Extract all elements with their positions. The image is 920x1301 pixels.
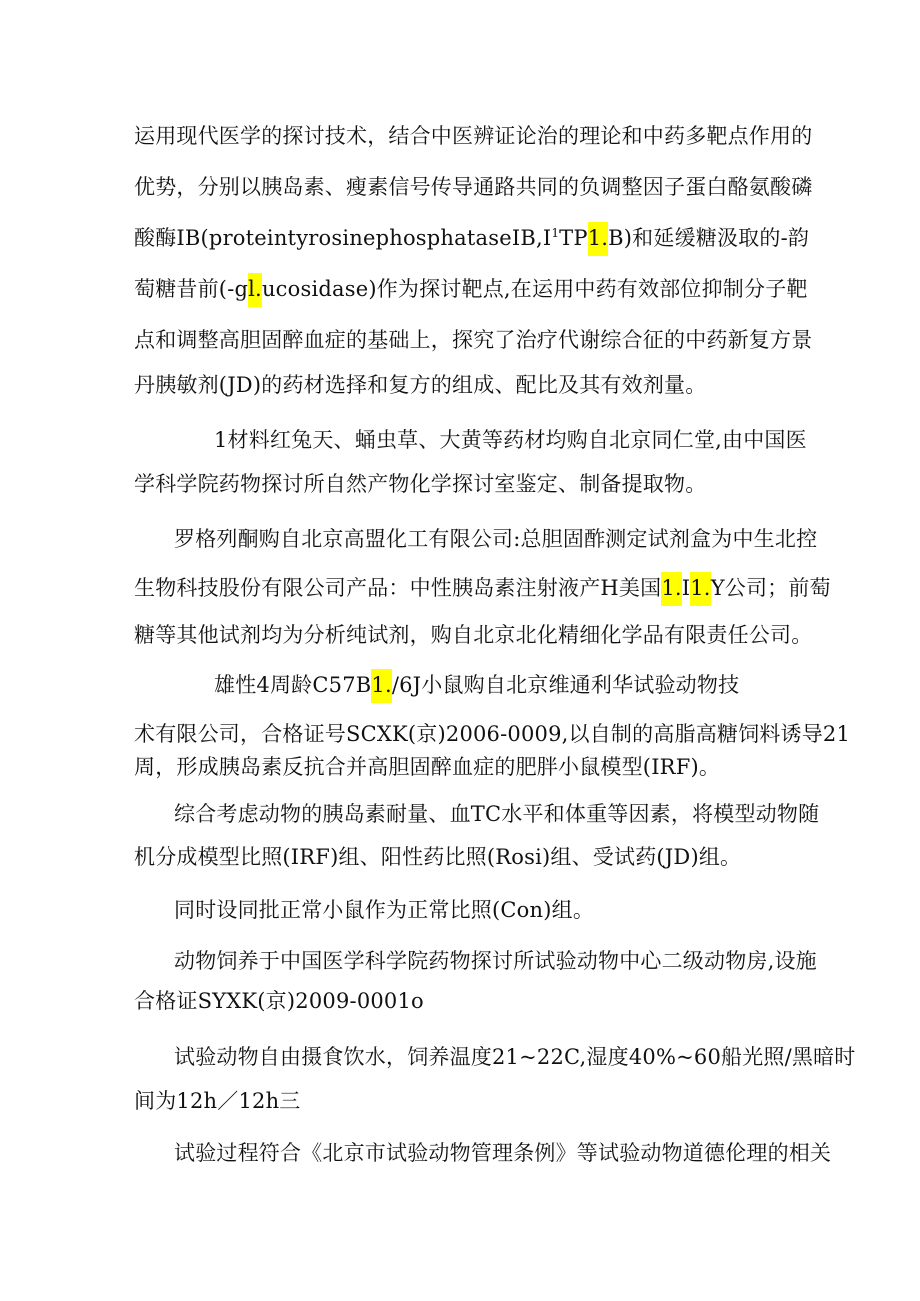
text-line: 学科学院药物探讨所自然产物化学探讨室鉴定、制备提取物。 [134,472,707,496]
text-line: 糖等其他试剂均为分析纯试剂，购自北京北化精细化学品有限责任公司。 [134,623,813,647]
text-span: ucosidase)作为探讨靶点,在运用中药有效部位抑制分子靶 [261,277,808,301]
text-line: 试验动物自由摄食饮水，饲养温度21~22C,湿度40%~60船光照/黑暗时 [174,1045,856,1069]
text-line: 机分成模型比照(IRF)组、阳性药比照(Rosi)组、受试药(JD)组。 [134,845,742,869]
text-line [134,274,808,304]
text-line [134,223,809,253]
text-line: 周，形成胰岛素反抗合并高胆固醉血症的肥胖小鼠模型(IRF)。 [134,755,721,779]
text-line: 1材料红兔天、蛹虫草、大黄等药材均购自北京同仁堂,由中国医 [214,428,807,452]
highlighted-text: l. [248,273,262,307]
highlighted-text: 1. [588,222,608,256]
text-line [134,573,831,603]
text-line: 优势，分别以胰岛素、瘦素信号传导通路共同的负调整因子蛋白酪氨酸磷 [134,175,813,199]
text-span: 雄性4周龄C57B [214,673,372,697]
text-line: 运用现代医学的探讨技术，结合中医辨证论治的理论和中药多靶点作用的 [134,124,813,148]
text-line: 丹胰敏剂(JD)的药材选择和复方的组成、配比及其有效剂量。 [134,373,707,397]
superscript: 1 [551,226,560,240]
text-line: 合格证SYXK(京)2009-0001o [134,989,424,1013]
text-span: 萄糖昔前(-g [134,277,249,301]
text-span: Y公司；前萄 [710,576,831,600]
text-line: 同时设同批正常小鼠作为正常比照(Con)组。 [174,898,595,922]
text-span: 生物科技股份有限公司产品：中性胰岛素注射液产H美国 [134,576,662,600]
text-span: /6J小鼠购自北京维通利华试验动物技 [391,673,740,697]
text-line: 点和调整高胆固醉血症的基础上，探究了治疗代谢综合征的中药新复方景 [134,328,813,352]
text-line: 综合考虑动物的胰岛素耐量、血TC水平和体重等因素，将模型动物随 [174,802,820,826]
highlighted-text: 1. [371,669,391,703]
text-line: 间为12h／12h三 [134,1089,301,1113]
text-line: 术有限公司，合格证号SCXK(京)2006-0009,以自制的高脂高糖饲料诱导21 [134,722,851,746]
text-span: 酸酶IB(proteintyrosinephosphataseIB,I [134,226,552,250]
text-line: 试验过程符合《北京市试验动物管理条例》等试验动物道德伦理的相关 [174,1141,832,1165]
text-line: 罗格列酮购自北京高盟化工有限公司:总胆固酢测定试剂盒为中生北控 [174,527,818,551]
highlighted-text: 1. [690,572,710,606]
text-line [214,670,739,700]
text-span: B)和延缓糖汲取的-韵 [608,226,810,250]
text-span: TP [559,226,588,250]
text-line: 动物饲养于中国医学科学院药物探讨所试验动物中心二级动物房,设施 [174,949,817,973]
text-span: I [681,576,691,600]
highlighted-text: 1. [661,572,681,606]
